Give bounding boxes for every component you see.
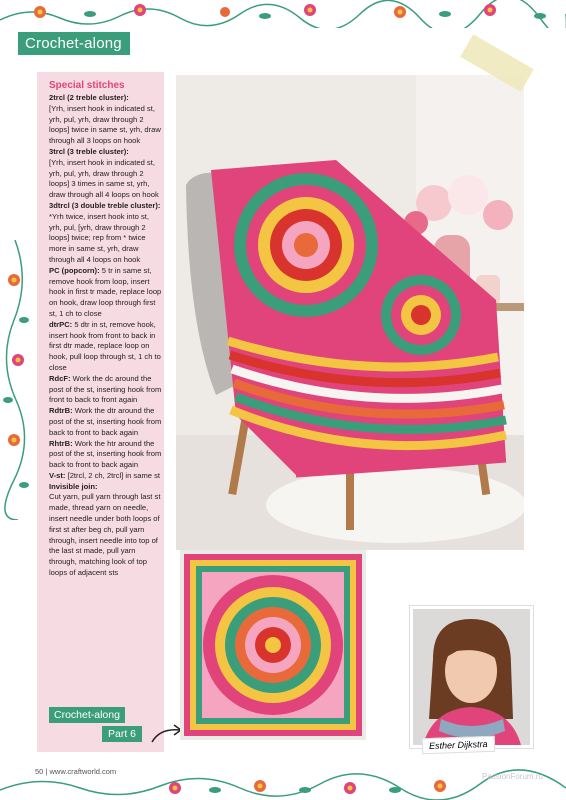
section-tag: Crochet-along — [18, 32, 130, 55]
stitch-desc: Work the dc around the post of the st, inserting hook from front to back to front again — [49, 373, 162, 405]
stitch-term: 3dtrcl (3 double treble cluster): — [49, 200, 161, 210]
stitch-desc: *Yrh twice, insert hook into st, yrh, pul, [yrh, draw through 2 loops] twice; rep from * twice more in same st, yrh, draw through all 4 loops on hook — [49, 211, 150, 264]
blanket-photo — [176, 75, 524, 550]
website-link[interactable]: www.craftworld.com — [49, 767, 117, 776]
floral-border-top — [0, 0, 566, 28]
stitch-desc: [Yrh, insert hook in indicated st, yrh, pul, yrh, draw through 2 loops] 3 times in same st, yrh, draw through all 4 loops on hook — [49, 157, 159, 200]
stitch-entry — [49, 201, 162, 266]
stitch-desc: Work the dtr around the post of the st, inserting hook from back to front to back again — [49, 406, 162, 437]
crochet-square-photo — [180, 550, 366, 740]
stitch-desc: Work the htr around the post of the st, inserting hook from back to front to back again — [49, 438, 162, 470]
special-stitches-title: Special stitches — [49, 80, 125, 91]
footer-divider: | — [45, 767, 50, 776]
page-number: 50 — [35, 767, 44, 776]
stitch-term: Invisible join: — [49, 481, 98, 491]
stitch-desc: [Yrh, insert hook in indicated st, yrh, pul, yrh, draw through 2 loops] twice in same st, yrh, draw through all 3 loops on hook — [49, 103, 161, 146]
stitch-term: V-st: — [49, 470, 66, 480]
portrait-caption: Esther Dijkstra — [422, 736, 495, 755]
stitch-desc: 5 tr in same st, remove hook from loop, insert hook in first tr made, replace loop on hook, draw loop through first st, 1 ch to close — [49, 265, 162, 318]
stitch-entry — [49, 147, 162, 201]
stitch-entry — [49, 266, 162, 320]
stitch-term: PC (popcorn): — [49, 265, 100, 275]
part-label: Part 6 — [102, 726, 142, 742]
stitch-term: RhtrB: — [49, 438, 73, 448]
stitch-term: RdcF: — [49, 373, 71, 383]
stitch-entry — [49, 406, 162, 438]
floral-border-left — [0, 240, 40, 520]
stitch-term: 2trcl (2 treble cluster): — [49, 93, 129, 102]
stitch-desc: Cut yarn, pull yarn through last st made, thread yarn on needle, insert needle under both loops of first st after beg ch, pull yarn through, insert needle into top of the last st made, pull yarn through, matching look of top loops of adjacent sts — [49, 492, 161, 578]
designer-portrait-photo — [410, 606, 533, 748]
stitch-term: RdtrB: — [49, 406, 73, 416]
stitch-entry — [49, 374, 162, 406]
stitch-list — [49, 93, 162, 579]
watermark: PassionForum.ru — [482, 772, 543, 781]
stitch-desc: 5 dtr in st, remove hook, insert hook from front to back in first dtr made, replace loop on hook, pull loop through st, 1 ch to close — [49, 319, 161, 372]
stitch-entry — [49, 93, 162, 147]
stitch-desc: [2trcl, 2 ch, 2trcl] in same st — [67, 470, 161, 480]
stitch-entry — [49, 439, 162, 471]
stitch-term: dtrPC: — [49, 319, 73, 329]
page-footer — [35, 767, 116, 776]
crochet-along-label: Crochet-along — [49, 707, 125, 723]
stitch-term: 3trcl (3 treble cluster): — [49, 146, 129, 156]
stitch-entry — [49, 320, 162, 374]
stitch-entry — [49, 482, 162, 579]
stitch-entry — [49, 471, 162, 482]
